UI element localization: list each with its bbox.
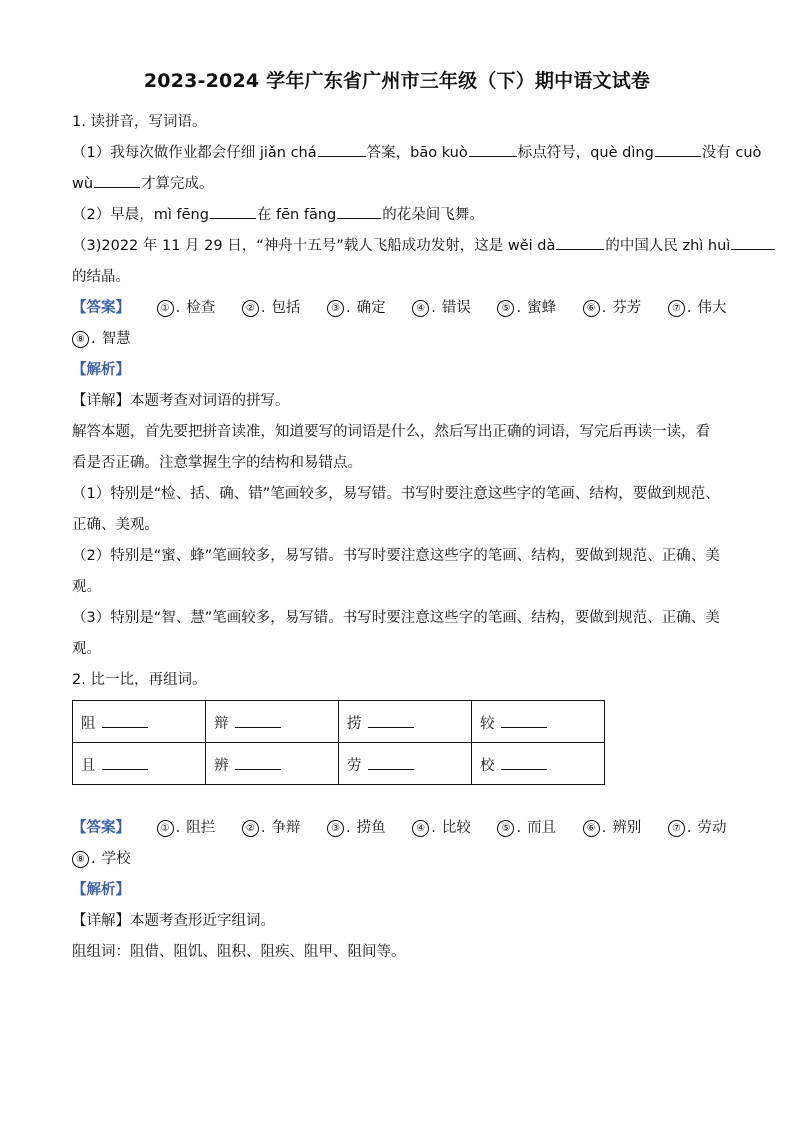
table-cell: 较 <box>472 701 605 743</box>
word-table <box>72 700 605 785</box>
q1-sentence-2: （2）早晨，mì fēng 在 fēn fāng 的花朵间飞舞。 <box>72 200 722 231</box>
analysis-paragraph: （2）特别是“蜜、蜂”笔画较多，易写错。书写时要注意这些字的笔画、结构，要做到规范、正确、美观。 <box>72 548 720 595</box>
answer-blank[interactable] <box>235 753 281 770</box>
answer-blank[interactable] <box>102 753 148 770</box>
answer-item: ② . 争辩 <box>242 813 301 844</box>
table-row <box>73 743 605 785</box>
table-cell: 辨 <box>206 743 339 785</box>
q1-heading: 1. 读拼音，写词语。 <box>72 114 207 130</box>
answer-blank[interactable] <box>556 231 604 250</box>
q2-answers-cont <box>72 844 722 875</box>
answer-blank[interactable] <box>501 753 547 770</box>
answer-blank[interactable] <box>94 169 140 188</box>
q2-answers <box>72 813 727 844</box>
answer-blank[interactable] <box>235 711 281 728</box>
answer-tag: 【答案】 <box>72 300 130 316</box>
q1-sentence-3: （3)2022 年 11 月 29 日，“神舟十五号”载人飞船成功发射，这是 wěi dà 的中国人民 zhì huì <box>72 231 722 262</box>
table-cell: 辩 <box>206 701 339 743</box>
table-cell: 劳 <box>339 743 472 785</box>
answer-item: ⑦ . 伟大 <box>668 293 727 324</box>
table-row <box>73 701 605 743</box>
answer-item: ③ . 确定 <box>327 293 386 324</box>
table-cell: 且 <box>73 743 206 785</box>
answer-item: ④ . 错误 <box>412 293 471 324</box>
analysis-paragraph: （3）特别是“智、慧”笔画较多，易写错。书写时要注意这些字的笔画、结构，要做到规范、正确、美观。 <box>72 610 720 657</box>
answer-blank[interactable] <box>469 138 517 157</box>
answer-tag: 【答案】 <box>72 820 130 836</box>
answer-item: ⑧ . 智慧 <box>72 324 131 355</box>
answer-item: ① . 检查 <box>157 293 216 324</box>
answer-blank[interactable] <box>102 711 148 728</box>
answer-blank[interactable] <box>318 138 366 157</box>
answer-blank[interactable] <box>501 711 547 728</box>
table-cell: 校 <box>472 743 605 785</box>
answer-item: ⑤ . 而且 <box>497 813 556 844</box>
analysis-tag: 【解析】 <box>72 882 130 898</box>
q1-answers-cont <box>72 324 722 355</box>
exam-page <box>72 66 762 968</box>
answer-item: ⑥ . 芬芳 <box>583 293 642 324</box>
answer-item: ④ . 比较 <box>412 813 471 844</box>
answer-blank[interactable] <box>368 753 414 770</box>
detail-text: 【详解】本题考查形近字组词。 <box>72 913 275 929</box>
answer-item: ① . 阻拦 <box>157 813 216 844</box>
analysis-paragraph: （1）特别是“检、括、确、错”笔画较多，易写错。书写时要注意这些字的笔画、结构，要做到规范、正确、美观。 <box>72 486 720 533</box>
answer-item: ③ . 捞鱼 <box>327 813 386 844</box>
q2-heading: 2. 比一比，再组词。 <box>72 672 207 688</box>
detail-text: 【详解】本题考查对词语的拼写。 <box>72 393 290 409</box>
q1-sentence-1: （1）我每次做作业都会仔细 jiǎn chá 答案，bāo kuò 标点符号，què dìng 没有 cuò <box>72 138 722 169</box>
analysis-paragraph: 解答本题，首先要把拼音读准，知道要写的词语是什么，然后写出正确的词语，写完后再读一读，看看是否正确。注意掌握生字的结构和易错点。 <box>72 424 710 471</box>
q1-sentence-1-cont: wù 才算完成。 <box>72 169 722 200</box>
answer-blank[interactable] <box>368 711 414 728</box>
analysis-tag: 【解析】 <box>72 362 130 378</box>
table-cell: 捞 <box>339 701 472 743</box>
answer-item: ⑧ . 学校 <box>72 844 131 875</box>
q1-answers <box>72 293 727 324</box>
page-title: 2023-2024 学年广东省广州市三年级（下）期中语文试卷 <box>143 70 651 92</box>
answer-blank[interactable] <box>337 200 381 219</box>
answer-item: ⑤ . 蜜蜂 <box>497 293 556 324</box>
analysis-paragraph: 阻组词：阻借、阻饥、阻积、阻疾、阻甲、阻间等。 <box>72 944 406 960</box>
answer-blank[interactable] <box>731 231 775 250</box>
answer-item: ⑥ . 辨别 <box>583 813 642 844</box>
answer-blank[interactable] <box>655 138 701 157</box>
answer-item: ⑦ . 劳动 <box>668 813 727 844</box>
answer-item: ② . 包括 <box>242 293 301 324</box>
q1-sentence-3-cont: 的结晶。 <box>72 269 130 285</box>
answer-blank[interactable] <box>210 200 256 219</box>
table-cell: 阻 <box>73 701 206 743</box>
